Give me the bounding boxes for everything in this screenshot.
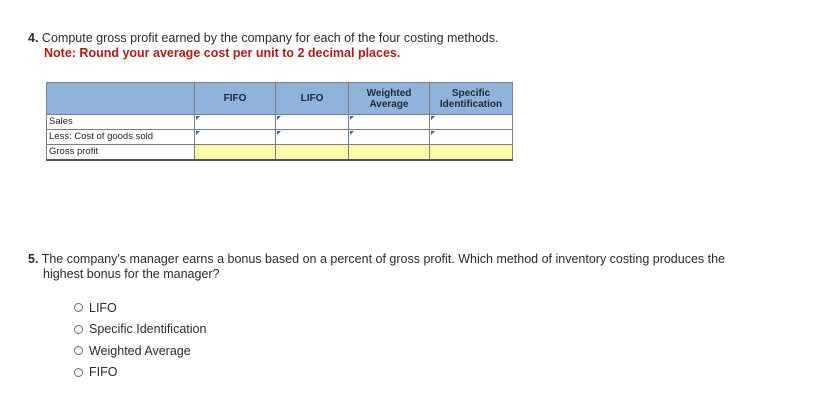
option-label-weighted-average: Weighted Average	[89, 343, 191, 358]
table-header-row	[47, 83, 513, 115]
input-marker-icon	[196, 131, 200, 135]
question-4-note: Note: Round your average cost per unit to 2 decimal places.	[44, 46, 401, 60]
question-5-number: 5.	[28, 252, 39, 266]
table-row-cogs	[47, 130, 513, 145]
radio-button-icon[interactable]	[74, 325, 83, 334]
radio-button-icon[interactable]	[74, 303, 83, 312]
input-marker-icon	[350, 116, 354, 120]
column-header-fifo: FIFO	[195, 83, 276, 115]
column-header-specific-identification: Specific Identification	[430, 83, 513, 115]
radio-button-icon[interactable]	[74, 346, 83, 355]
row-label-cogs: Less: Cost of goods sold	[47, 130, 195, 145]
question-5	[28, 252, 768, 282]
option-weighted-average[interactable]	[74, 340, 206, 362]
row-label-gross-profit: Gross profit	[47, 145, 195, 161]
input-marker-icon	[350, 131, 354, 135]
option-fifo[interactable]	[74, 362, 206, 384]
option-label-fifo: FIFO	[89, 365, 118, 380]
radio-button-icon[interactable]	[74, 368, 83, 377]
gross-profit-lifo-cell	[276, 145, 349, 161]
gross-profit-specific-identification-cell	[430, 145, 513, 161]
option-lifo[interactable]	[74, 297, 206, 319]
table-row-gross-profit	[47, 145, 513, 161]
sales-weighted-average-input[interactable]	[349, 115, 430, 130]
gross-profit-fifo-cell	[195, 145, 276, 161]
question-4	[28, 31, 498, 46]
question-4-number: 4.	[28, 31, 39, 45]
table-row-sales	[47, 115, 513, 130]
column-header-weighted-average: Weighted Average	[349, 83, 430, 115]
input-marker-icon	[277, 116, 281, 120]
column-header-lifo: LIFO	[276, 83, 349, 115]
input-marker-icon	[277, 131, 281, 135]
question-4-text: Compute gross profit earned by the company for each of the four costing methods.	[41, 31, 499, 45]
gross-profit-table	[46, 82, 513, 161]
sales-lifo-input[interactable]	[276, 115, 349, 130]
cogs-weighted-average-input[interactable]	[349, 130, 430, 145]
cogs-fifo-input[interactable]	[195, 130, 276, 145]
question-5-text-line-2: highest bonus for the manager?	[43, 267, 220, 281]
gross-profit-weighted-average-cell	[349, 145, 430, 161]
input-marker-icon	[196, 116, 200, 120]
cogs-specific-identification-input[interactable]	[430, 130, 513, 145]
sales-specific-identification-input[interactable]	[430, 115, 513, 130]
row-label-sales: Sales	[47, 115, 195, 130]
table-corner-header	[47, 83, 195, 115]
cogs-lifo-input[interactable]	[276, 130, 349, 145]
question-5-text-line-1: The company's manager earns a bonus based on a percent of gross profit. Which method of inventory costing produces the	[41, 252, 726, 266]
input-marker-icon	[431, 116, 435, 120]
question-5-options	[74, 297, 206, 383]
sales-fifo-input[interactable]	[195, 115, 276, 130]
option-specific-identification[interactable]	[74, 319, 206, 341]
input-marker-icon	[431, 131, 435, 135]
option-label-lifo: LIFO	[89, 300, 117, 315]
option-label-specific-identification: Specific Identification	[89, 322, 207, 337]
